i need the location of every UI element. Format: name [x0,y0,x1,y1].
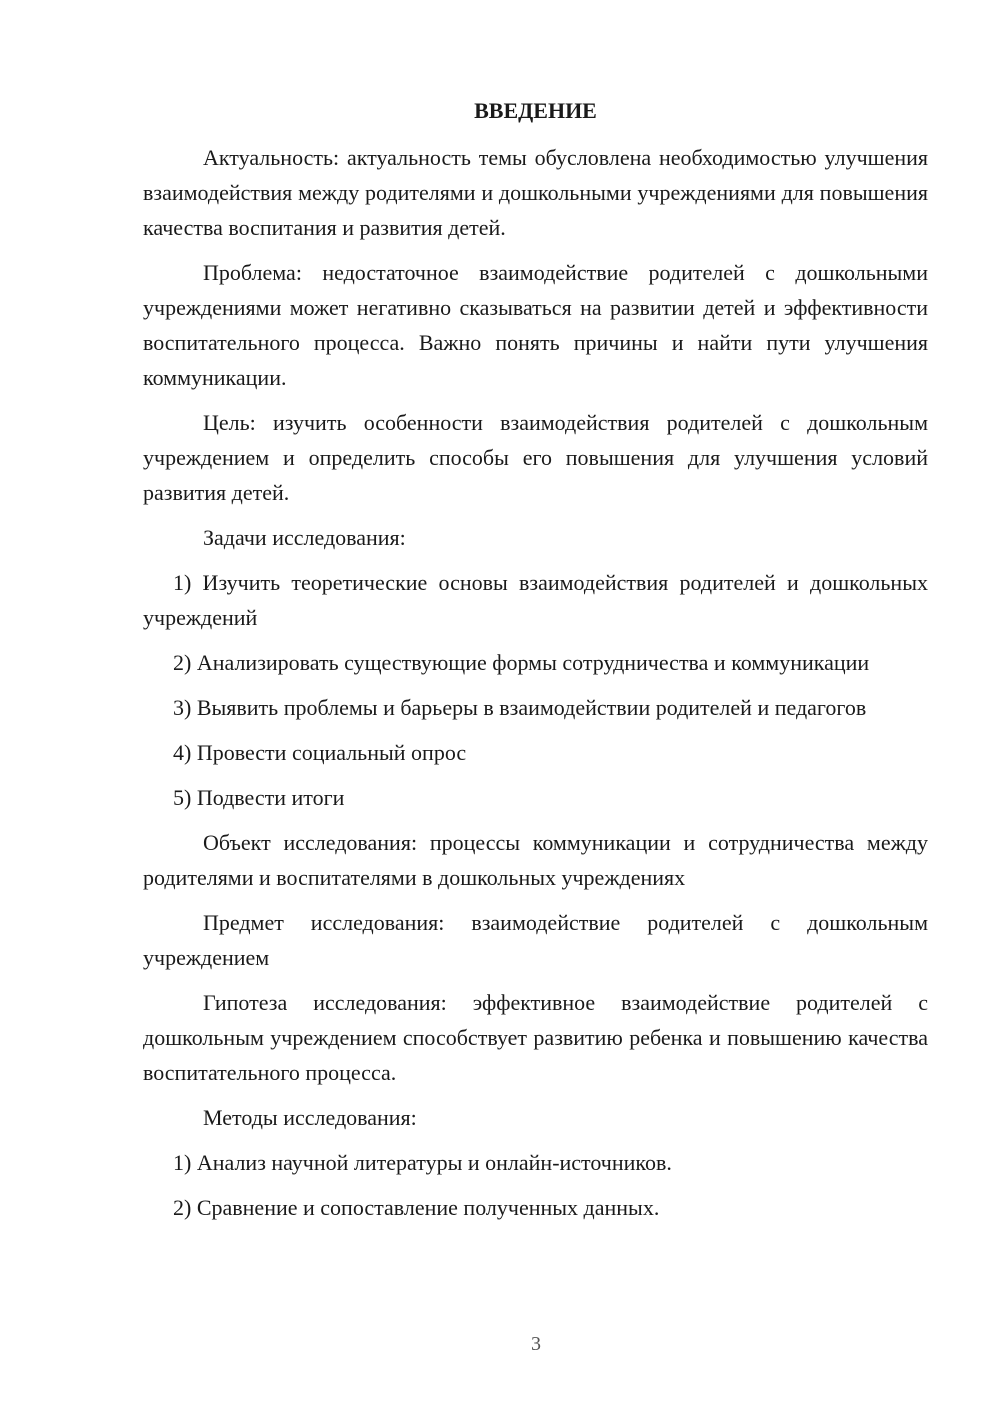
task-item: 3) Выявить проблемы и барьеры в взаимодействии родителей и педагогов [173,695,867,720]
methods-heading: Методы исследования: [203,1105,417,1130]
subject-paragraph: Предмет исследования: взаимодействие родителей с дошкольным учреждением [143,910,928,970]
task-item: 5) Подвести итоги [173,785,345,810]
method-item: 1) Анализ научной литературы и онлайн-источников. [173,1150,672,1175]
document-page [143,93,928,1235]
page-number: 3 [531,1333,541,1355]
method-item: 2) Сравнение и сопоставление полученных данных. [173,1195,660,1220]
tasks-heading: Задачи исследования: [203,525,406,550]
task-item: 1) Изучить теоретические основы взаимодействия родителей и дошкольных учреждений [143,570,928,630]
relevance-paragraph: Актуальность: актуальность темы обусловлена необходимостью улучшения взаимодействия между родителями и дошкольными учреждениями для повышения качества воспитания и развития детей. [143,145,928,240]
hypothesis-paragraph: Гипотеза исследования: эффективное взаимодействие родителей с дошкольным учреждением способствует развитию ребенка и повышению качества воспитательного процесса. [143,990,928,1085]
goal-paragraph: Цель: изучить особенности взаимодействия родителей с дошкольным учреждением и определить способы его повышения для улучшения условий развития детей. [143,410,928,505]
section-title: ВВЕДЕНИЕ [474,98,597,123]
task-item: 2) Анализировать существующие формы сотрудничества и коммуникации [173,650,870,675]
object-paragraph: Объект исследования: процессы коммуникации и сотрудничества между родителями и воспитателями в дошкольных учреждениях [143,830,928,890]
task-item: 4) Провести социальный опрос [173,740,467,765]
problem-paragraph: Проблема: недостаточное взаимодействие родителей с дошкольными учреждениями может негативно сказываться на развитии детей и эффективности воспитательного процесса. Важно понять причины и найти пути улучшения коммуникации. [143,260,928,390]
